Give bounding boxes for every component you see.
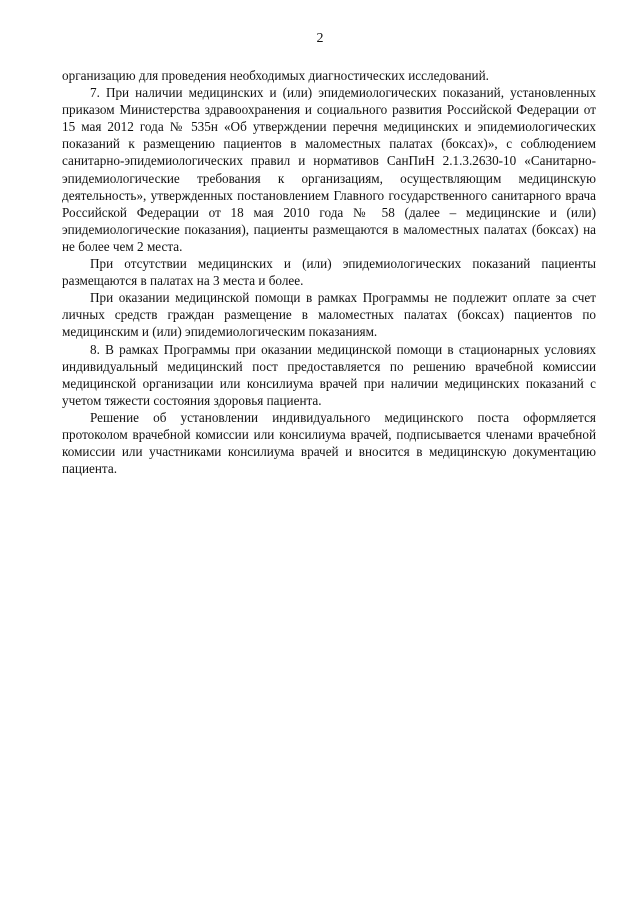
paragraph-item-7: 7. При наличии медицинских и (или) эпидемиологических показаний, установленных приказом Министерства здравоохранения и социального развития Российской Федерации от 15 мая 2012 года № 535н «Об утверждении перечня медицинских и эпидемиологических показаний к размещению пациентов в маломестных палатах (боксах)», с соблюдением санитарно-эпидемиологических правил и нормативов СанПиН 2.1.3.2630-10 «Санитарно-эпидемиологические требования к организациям, осуществляющим медицинскую деятельность», утвержденных постановлением Главного государственного санитарного врача Российской Федерации от 18 мая 2010 года № 58 (далее – медицинские и (или) эпидемиологические показания), пациенты размещаются в маломестных палатах (боксах) на не более чем 2 места.	[62, 85, 596, 254]
paragraph-no-payment: При оказании медицинской помощи в рамках Программы не подлежит оплате за счет личных средств граждан размещение в маломестных палатах (боксах) пациентов по медицинским и (или) эпидемиологическим показаниям.	[62, 290, 596, 340]
page-number: 2	[316, 31, 324, 46]
paragraph-item-8: 8. В рамках Программы при оказании медицинской помощи в стационарных условиях индивидуальный медицинский пост предоставляется по решению врачебной комиссии медицинской организации или консилиума врачей при наличии медицинских показаний с учетом тяжести состояния здоровья пациента.	[62, 341, 596, 408]
paragraph-decision: Решение об установлении индивидуального медицинского поста оформляется протоколом врачебной комиссии или консилиума врачей, подписывается членами врачебной комиссии или участниками консилиума врачей и вносится в медицинскую документацию пациента.	[62, 409, 596, 477]
document-body	[62, 67, 596, 477]
paragraph-continuation: организацию для проведения необходимых диагностических исследований.	[62, 68, 489, 83]
paragraph-no-indications: При отсутствии медицинских и (или) эпидемиологических показаний пациенты размещаются в палатах на 3 места и более.	[62, 256, 596, 289]
